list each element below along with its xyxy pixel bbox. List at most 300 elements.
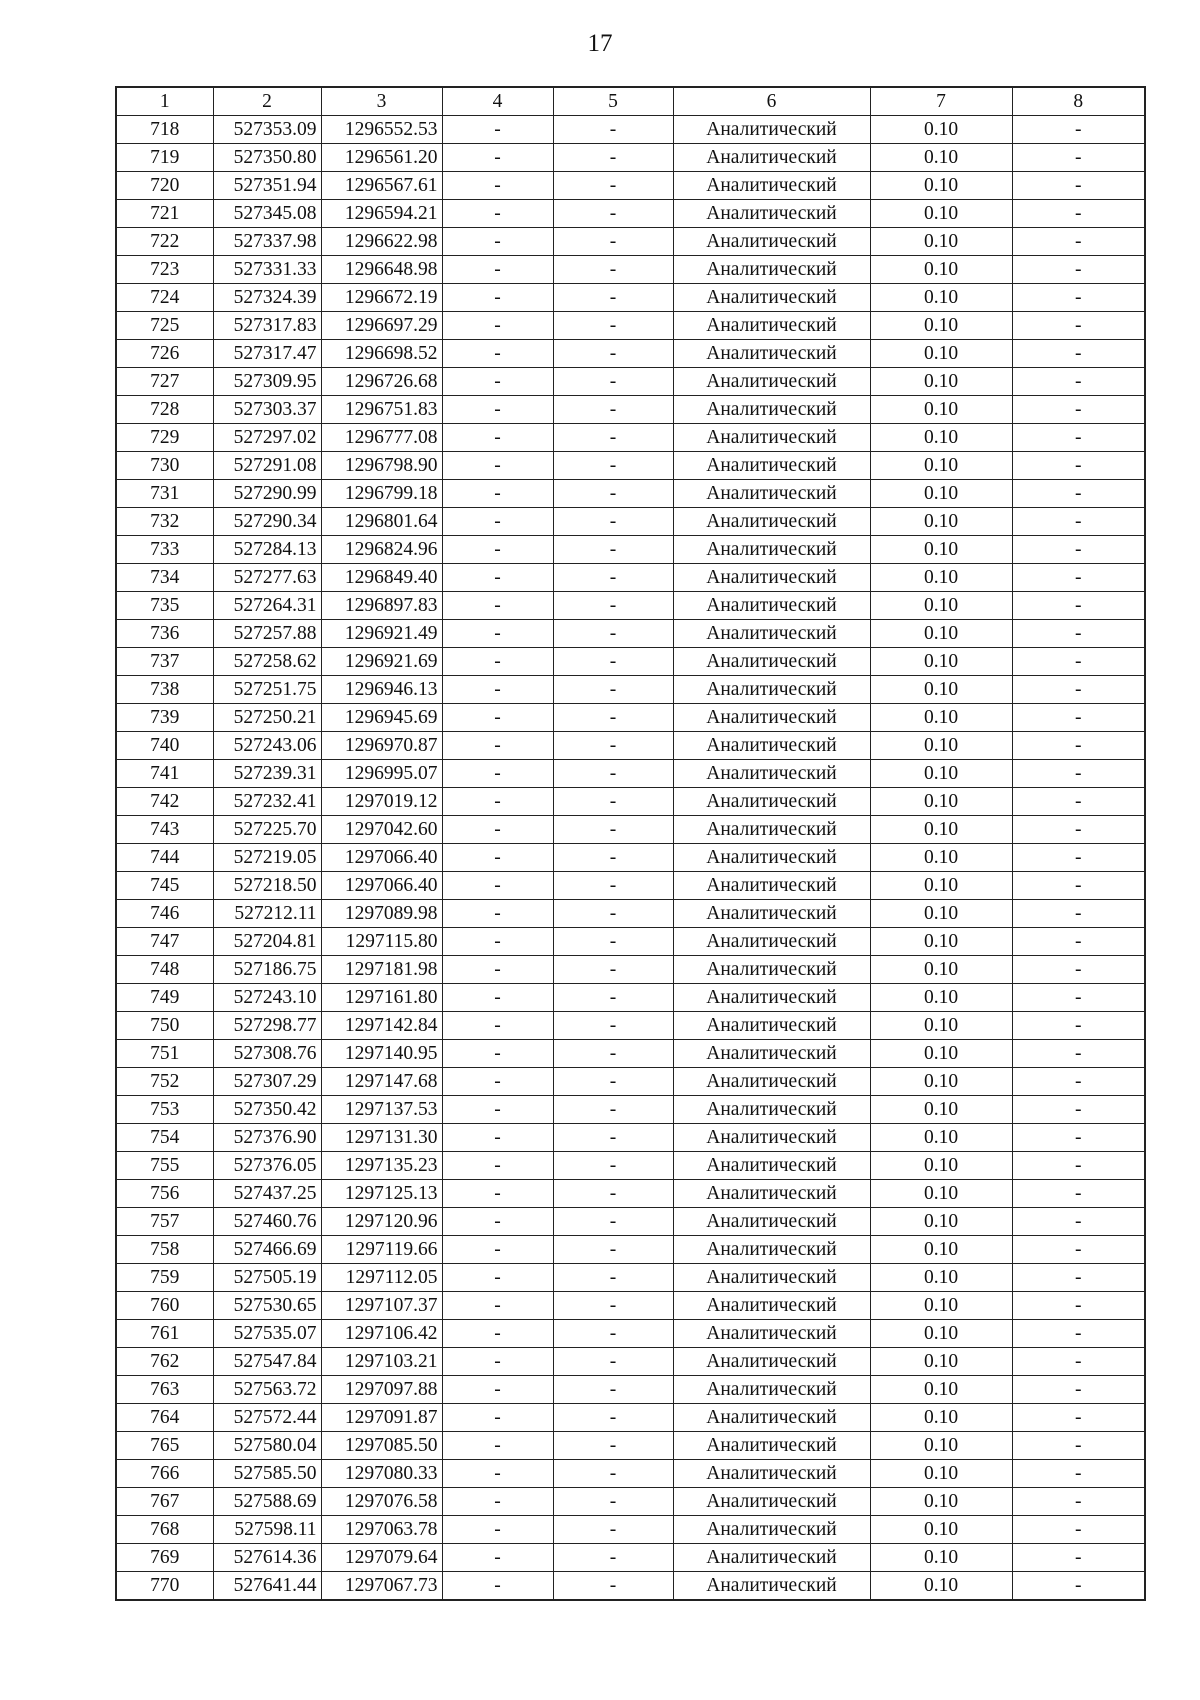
accuracy-cell: 0.10 [870, 1012, 1012, 1040]
column-8-cell: - [1012, 1376, 1145, 1404]
point-number-cell: 765 [116, 1432, 213, 1460]
table-row [116, 1348, 1145, 1376]
column-8-cell: - [1012, 396, 1145, 424]
table-row [116, 1572, 1145, 1601]
column-5-cell: - [553, 200, 673, 228]
column-8-cell: - [1012, 844, 1145, 872]
accuracy-cell: 0.10 [870, 1572, 1012, 1601]
column-4-cell: - [442, 480, 553, 508]
accuracy-cell: 0.10 [870, 508, 1012, 536]
x-coordinate-cell: 527204.81 [213, 928, 321, 956]
table-header [116, 87, 1145, 116]
accuracy-cell: 0.10 [870, 732, 1012, 760]
method-cell: Аналитический [673, 872, 870, 900]
point-number-cell: 718 [116, 116, 213, 144]
y-coordinate-cell: 1297106.42 [321, 1320, 442, 1348]
point-number-cell: 719 [116, 144, 213, 172]
y-coordinate-cell: 1296995.07 [321, 760, 442, 788]
header-cell: 8 [1012, 87, 1145, 116]
column-8-cell: - [1012, 928, 1145, 956]
x-coordinate-cell: 527588.69 [213, 1488, 321, 1516]
column-4-cell: - [442, 396, 553, 424]
table-row [116, 872, 1145, 900]
column-5-cell: - [553, 1432, 673, 1460]
x-coordinate-cell: 527257.88 [213, 620, 321, 648]
y-coordinate-cell: 1297089.98 [321, 900, 442, 928]
point-number-cell: 731 [116, 480, 213, 508]
method-cell: Аналитический [673, 1068, 870, 1096]
column-4-cell: - [442, 1292, 553, 1320]
accuracy-cell: 0.10 [870, 788, 1012, 816]
point-number-cell: 736 [116, 620, 213, 648]
column-5-cell: - [553, 536, 673, 564]
method-cell: Аналитический [673, 760, 870, 788]
y-coordinate-cell: 1297085.50 [321, 1432, 442, 1460]
column-5-cell: - [553, 564, 673, 592]
table-row [116, 704, 1145, 732]
accuracy-cell: 0.10 [870, 1516, 1012, 1544]
table-row [116, 1096, 1145, 1124]
column-5-cell: - [553, 1096, 673, 1124]
column-4-cell: - [442, 1264, 553, 1292]
column-5-cell: - [553, 424, 673, 452]
accuracy-cell: 0.10 [870, 228, 1012, 256]
accuracy-cell: 0.10 [870, 1292, 1012, 1320]
column-4-cell: - [442, 312, 553, 340]
table-row [116, 1180, 1145, 1208]
column-4-cell: - [442, 340, 553, 368]
table-row [116, 396, 1145, 424]
method-cell: Аналитический [673, 1208, 870, 1236]
point-number-cell: 740 [116, 732, 213, 760]
accuracy-cell: 0.10 [870, 900, 1012, 928]
point-number-cell: 753 [116, 1096, 213, 1124]
point-number-cell: 746 [116, 900, 213, 928]
method-cell: Аналитический [673, 648, 870, 676]
column-5-cell: - [553, 816, 673, 844]
y-coordinate-cell: 1297140.95 [321, 1040, 442, 1068]
table-row [116, 536, 1145, 564]
accuracy-cell: 0.10 [870, 1068, 1012, 1096]
column-5-cell: - [553, 284, 673, 312]
column-8-cell: - [1012, 228, 1145, 256]
accuracy-cell: 0.10 [870, 1264, 1012, 1292]
header-cell: 5 [553, 87, 673, 116]
column-4-cell: - [442, 704, 553, 732]
accuracy-cell: 0.10 [870, 1376, 1012, 1404]
accuracy-cell: 0.10 [870, 480, 1012, 508]
method-cell: Аналитический [673, 1488, 870, 1516]
y-coordinate-cell: 1296594.21 [321, 200, 442, 228]
method-cell: Аналитический [673, 1124, 870, 1152]
table-row [116, 1264, 1145, 1292]
point-number-cell: 745 [116, 872, 213, 900]
x-coordinate-cell: 527535.07 [213, 1320, 321, 1348]
column-8-cell: - [1012, 1208, 1145, 1236]
y-coordinate-cell: 1297063.78 [321, 1516, 442, 1544]
accuracy-cell: 0.10 [870, 592, 1012, 620]
table-row [116, 1208, 1145, 1236]
column-4-cell: - [442, 1124, 553, 1152]
method-cell: Аналитический [673, 984, 870, 1012]
column-4-cell: - [442, 1208, 553, 1236]
point-number-cell: 769 [116, 1544, 213, 1572]
table-row [116, 1516, 1145, 1544]
table-row [116, 1544, 1145, 1572]
point-number-cell: 758 [116, 1236, 213, 1264]
column-5-cell: - [553, 1152, 673, 1180]
point-number-cell: 734 [116, 564, 213, 592]
column-5-cell: - [553, 480, 673, 508]
column-4-cell: - [442, 676, 553, 704]
table-row [116, 592, 1145, 620]
method-cell: Аналитический [673, 284, 870, 312]
method-cell: Аналитический [673, 200, 870, 228]
method-cell: Аналитический [673, 1320, 870, 1348]
method-cell: Аналитический [673, 564, 870, 592]
method-cell: Аналитический [673, 732, 870, 760]
column-8-cell: - [1012, 1348, 1145, 1376]
column-8-cell: - [1012, 620, 1145, 648]
method-cell: Аналитический [673, 928, 870, 956]
method-cell: Аналитический [673, 1152, 870, 1180]
column-5-cell: - [553, 956, 673, 984]
accuracy-cell: 0.10 [870, 536, 1012, 564]
y-coordinate-cell: 1296552.53 [321, 116, 442, 144]
table-row [116, 1124, 1145, 1152]
column-4-cell: - [442, 928, 553, 956]
column-8-cell: - [1012, 256, 1145, 284]
point-number-cell: 760 [116, 1292, 213, 1320]
point-number-cell: 752 [116, 1068, 213, 1096]
accuracy-cell: 0.10 [870, 1432, 1012, 1460]
x-coordinate-cell: 527572.44 [213, 1404, 321, 1432]
header-cell: 2 [213, 87, 321, 116]
method-cell: Аналитический [673, 1012, 870, 1040]
method-cell: Аналитический [673, 424, 870, 452]
y-coordinate-cell: 1297137.53 [321, 1096, 442, 1124]
column-5-cell: - [553, 1348, 673, 1376]
y-coordinate-cell: 1297097.88 [321, 1376, 442, 1404]
point-number-cell: 768 [116, 1516, 213, 1544]
column-8-cell: - [1012, 1320, 1145, 1348]
y-coordinate-cell: 1296849.40 [321, 564, 442, 592]
y-coordinate-cell: 1296648.98 [321, 256, 442, 284]
column-5-cell: - [553, 1208, 673, 1236]
accuracy-cell: 0.10 [870, 1544, 1012, 1572]
column-5-cell: - [553, 396, 673, 424]
column-8-cell: - [1012, 172, 1145, 200]
point-number-cell: 756 [116, 1180, 213, 1208]
point-number-cell: 761 [116, 1320, 213, 1348]
column-5-cell: - [553, 368, 673, 396]
table-row [116, 256, 1145, 284]
column-5-cell: - [553, 228, 673, 256]
column-8-cell: - [1012, 1180, 1145, 1208]
y-coordinate-cell: 1296801.64 [321, 508, 442, 536]
y-coordinate-cell: 1297119.66 [321, 1236, 442, 1264]
method-cell: Аналитический [673, 536, 870, 564]
y-coordinate-cell: 1296970.87 [321, 732, 442, 760]
column-8-cell: - [1012, 872, 1145, 900]
column-5-cell: - [553, 620, 673, 648]
x-coordinate-cell: 527580.04 [213, 1432, 321, 1460]
x-coordinate-cell: 527225.70 [213, 816, 321, 844]
y-coordinate-cell: 1297181.98 [321, 956, 442, 984]
column-4-cell: - [442, 1068, 553, 1096]
method-cell: Аналитический [673, 956, 870, 984]
column-5-cell: - [553, 844, 673, 872]
accuracy-cell: 0.10 [870, 984, 1012, 1012]
y-coordinate-cell: 1296799.18 [321, 480, 442, 508]
column-4-cell: - [442, 1460, 553, 1488]
column-4-cell: - [442, 1488, 553, 1516]
y-coordinate-cell: 1296751.83 [321, 396, 442, 424]
accuracy-cell: 0.10 [870, 1488, 1012, 1516]
method-cell: Аналитический [673, 1292, 870, 1320]
column-8-cell: - [1012, 816, 1145, 844]
table-row [116, 1376, 1145, 1404]
table-row [116, 284, 1145, 312]
point-number-cell: 743 [116, 816, 213, 844]
column-4-cell: - [442, 116, 553, 144]
y-coordinate-cell: 1297135.23 [321, 1152, 442, 1180]
table-row [116, 480, 1145, 508]
x-coordinate-cell: 527460.76 [213, 1208, 321, 1236]
point-number-cell: 755 [116, 1152, 213, 1180]
column-8-cell: - [1012, 1264, 1145, 1292]
y-coordinate-cell: 1297142.84 [321, 1012, 442, 1040]
x-coordinate-cell: 527331.33 [213, 256, 321, 284]
point-number-cell: 737 [116, 648, 213, 676]
column-8-cell: - [1012, 200, 1145, 228]
column-4-cell: - [442, 564, 553, 592]
accuracy-cell: 0.10 [870, 564, 1012, 592]
x-coordinate-cell: 527376.05 [213, 1152, 321, 1180]
method-cell: Аналитический [673, 256, 870, 284]
point-number-cell: 726 [116, 340, 213, 368]
accuracy-cell: 0.10 [870, 1208, 1012, 1236]
y-coordinate-cell: 1296561.20 [321, 144, 442, 172]
column-4-cell: - [442, 536, 553, 564]
y-coordinate-cell: 1296777.08 [321, 424, 442, 452]
column-5-cell: - [553, 1068, 673, 1096]
method-cell: Аналитический [673, 116, 870, 144]
accuracy-cell: 0.10 [870, 340, 1012, 368]
header-cell: 7 [870, 87, 1012, 116]
x-coordinate-cell: 527297.02 [213, 424, 321, 452]
method-cell: Аналитический [673, 1348, 870, 1376]
point-number-cell: 757 [116, 1208, 213, 1236]
x-coordinate-cell: 527219.05 [213, 844, 321, 872]
x-coordinate-cell: 527291.08 [213, 452, 321, 480]
point-number-cell: 724 [116, 284, 213, 312]
column-5-cell: - [553, 1236, 673, 1264]
point-number-cell: 721 [116, 200, 213, 228]
point-number-cell: 764 [116, 1404, 213, 1432]
x-coordinate-cell: 527317.83 [213, 312, 321, 340]
column-5-cell: - [553, 172, 673, 200]
x-coordinate-cell: 527243.06 [213, 732, 321, 760]
method-cell: Аналитический [673, 1404, 870, 1432]
column-4-cell: - [442, 844, 553, 872]
y-coordinate-cell: 1296672.19 [321, 284, 442, 312]
header-cell: 6 [673, 87, 870, 116]
method-cell: Аналитический [673, 368, 870, 396]
column-5-cell: - [553, 1404, 673, 1432]
column-5-cell: - [553, 452, 673, 480]
header-cell: 3 [321, 87, 442, 116]
point-number-cell: 750 [116, 1012, 213, 1040]
column-8-cell: - [1012, 144, 1145, 172]
column-4-cell: - [442, 620, 553, 648]
method-cell: Аналитический [673, 144, 870, 172]
point-number-cell: 722 [116, 228, 213, 256]
x-coordinate-cell: 527598.11 [213, 1516, 321, 1544]
point-number-cell: 723 [116, 256, 213, 284]
x-coordinate-cell: 527466.69 [213, 1236, 321, 1264]
column-8-cell: - [1012, 956, 1145, 984]
table-row [116, 340, 1145, 368]
column-8-cell: - [1012, 116, 1145, 144]
y-coordinate-cell: 1296824.96 [321, 536, 442, 564]
y-coordinate-cell: 1297147.68 [321, 1068, 442, 1096]
table-row [116, 1488, 1145, 1516]
column-8-cell: - [1012, 564, 1145, 592]
table-row [116, 648, 1145, 676]
method-cell: Аналитический [673, 1264, 870, 1292]
method-cell: Аналитический [673, 340, 870, 368]
column-8-cell: - [1012, 312, 1145, 340]
table-row [116, 1432, 1145, 1460]
x-coordinate-cell: 527218.50 [213, 872, 321, 900]
point-number-cell: 732 [116, 508, 213, 536]
method-cell: Аналитический [673, 620, 870, 648]
accuracy-cell: 0.10 [870, 256, 1012, 284]
table-row [116, 788, 1145, 816]
column-4-cell: - [442, 508, 553, 536]
y-coordinate-cell: 1297066.40 [321, 844, 442, 872]
point-number-cell: 763 [116, 1376, 213, 1404]
table-row [116, 452, 1145, 480]
column-8-cell: - [1012, 284, 1145, 312]
column-8-cell: - [1012, 368, 1145, 396]
column-5-cell: - [553, 1264, 673, 1292]
column-5-cell: - [553, 340, 673, 368]
point-number-cell: 747 [116, 928, 213, 956]
column-4-cell: - [442, 984, 553, 1012]
y-coordinate-cell: 1297042.60 [321, 816, 442, 844]
column-4-cell: - [442, 648, 553, 676]
table-row [116, 312, 1145, 340]
y-coordinate-cell: 1297112.05 [321, 1264, 442, 1292]
column-8-cell: - [1012, 1432, 1145, 1460]
column-5-cell: - [553, 872, 673, 900]
page-number: 17 [587, 30, 613, 57]
column-5-cell: - [553, 984, 673, 1012]
column-8-cell: - [1012, 452, 1145, 480]
x-coordinate-cell: 527324.39 [213, 284, 321, 312]
point-number-cell: 766 [116, 1460, 213, 1488]
method-cell: Аналитический [673, 1572, 870, 1601]
column-4-cell: - [442, 144, 553, 172]
accuracy-cell: 0.10 [870, 760, 1012, 788]
x-coordinate-cell: 527290.99 [213, 480, 321, 508]
y-coordinate-cell: 1296897.83 [321, 592, 442, 620]
accuracy-cell: 0.10 [870, 1320, 1012, 1348]
point-number-cell: 730 [116, 452, 213, 480]
accuracy-cell: 0.10 [870, 872, 1012, 900]
point-number-cell: 762 [116, 1348, 213, 1376]
method-cell: Аналитический [673, 592, 870, 620]
table-row [116, 816, 1145, 844]
column-4-cell: - [442, 1152, 553, 1180]
x-coordinate-cell: 527298.77 [213, 1012, 321, 1040]
table-row [116, 1460, 1145, 1488]
accuracy-cell: 0.10 [870, 620, 1012, 648]
column-5-cell: - [553, 144, 673, 172]
column-8-cell: - [1012, 1460, 1145, 1488]
column-4-cell: - [442, 1096, 553, 1124]
y-coordinate-cell: 1297103.21 [321, 1348, 442, 1376]
point-number-cell: 770 [116, 1572, 213, 1601]
table-row [116, 368, 1145, 396]
point-number-cell: 742 [116, 788, 213, 816]
method-cell: Аналитический [673, 676, 870, 704]
x-coordinate-cell: 527614.36 [213, 1544, 321, 1572]
accuracy-cell: 0.10 [870, 312, 1012, 340]
accuracy-cell: 0.10 [870, 116, 1012, 144]
y-coordinate-cell: 1297091.87 [321, 1404, 442, 1432]
y-coordinate-cell: 1297079.64 [321, 1544, 442, 1572]
point-number-cell: 767 [116, 1488, 213, 1516]
method-cell: Аналитический [673, 1516, 870, 1544]
method-cell: Аналитический [673, 1040, 870, 1068]
point-number-cell: 741 [116, 760, 213, 788]
column-8-cell: - [1012, 788, 1145, 816]
x-coordinate-cell: 527277.63 [213, 564, 321, 592]
column-4-cell: - [442, 1376, 553, 1404]
column-4-cell: - [442, 956, 553, 984]
column-8-cell: - [1012, 676, 1145, 704]
x-coordinate-cell: 527258.62 [213, 648, 321, 676]
point-number-cell: 744 [116, 844, 213, 872]
column-5-cell: - [553, 704, 673, 732]
column-4-cell: - [442, 1544, 553, 1572]
column-5-cell: - [553, 1040, 673, 1068]
x-coordinate-cell: 527585.50 [213, 1460, 321, 1488]
column-8-cell: - [1012, 536, 1145, 564]
y-coordinate-cell: 1297120.96 [321, 1208, 442, 1236]
column-8-cell: - [1012, 340, 1145, 368]
table-row [116, 1404, 1145, 1432]
y-coordinate-cell: 1296622.98 [321, 228, 442, 256]
method-cell: Аналитический [673, 704, 870, 732]
method-cell: Аналитический [673, 228, 870, 256]
column-5-cell: - [553, 1376, 673, 1404]
column-4-cell: - [442, 172, 553, 200]
column-4-cell: - [442, 1572, 553, 1601]
table-row [116, 900, 1145, 928]
accuracy-cell: 0.10 [870, 1124, 1012, 1152]
column-8-cell: - [1012, 1096, 1145, 1124]
x-coordinate-cell: 527264.31 [213, 592, 321, 620]
column-5-cell: - [553, 1460, 673, 1488]
column-5-cell: - [553, 900, 673, 928]
x-coordinate-cell: 527317.47 [213, 340, 321, 368]
column-4-cell: - [442, 1012, 553, 1040]
table-row [116, 620, 1145, 648]
